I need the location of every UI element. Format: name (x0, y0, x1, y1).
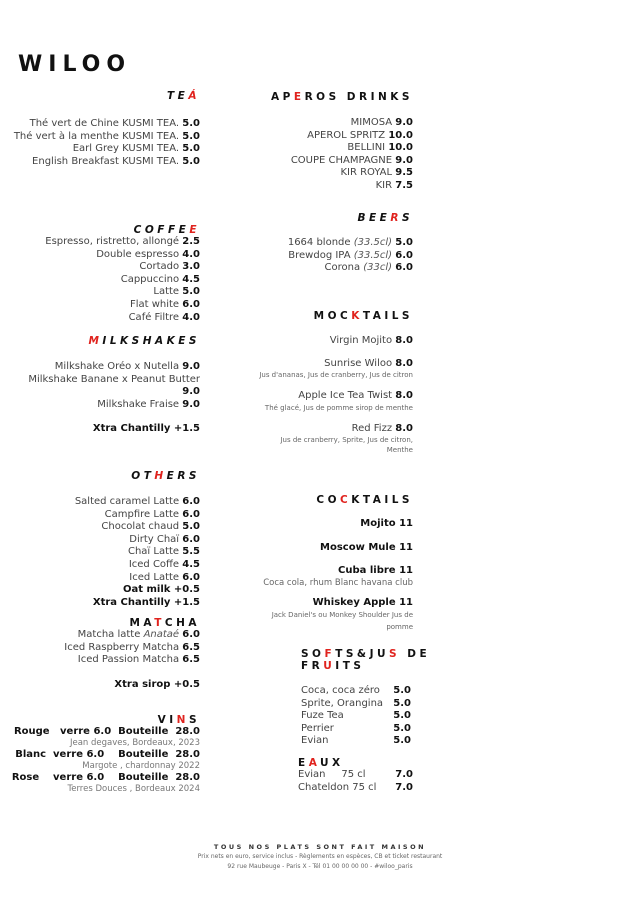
extra-oat-milk: Oat milk +0.5 (122, 584, 200, 596)
section-title-cocktails: COCKTAILS (316, 494, 413, 506)
item-desc: Jus d'ananas, Jus de cranberry, Jus de citron (259, 371, 413, 380)
menu-item: Corona (33cl) 6.0 (324, 262, 413, 274)
menu-item: Iced Passion Matcha 6.5 (77, 654, 200, 666)
menu-item: APEROL SPRITZ 10.0 (307, 129, 413, 141)
menu-item: Thé vert de Chine KUSMI TEA. 5.0 (29, 118, 200, 129)
menu-item: Latte 5.0 (153, 286, 200, 298)
tea-list (10, 118, 200, 168)
menu-item: 1664 blonde (33.5cl) 5.0 (287, 237, 413, 248)
milkshakes-list (10, 361, 200, 434)
menu-item: Chaï Latte 5.5 (127, 546, 200, 558)
section-coffee (10, 224, 200, 324)
menu-item: Mojito 11 (360, 518, 413, 529)
menu-item: Matcha latte Anataé 6.0 (77, 629, 200, 640)
section-title-milkshakes: MILKSHAKES (88, 335, 200, 347)
menu-item: MIMOSA 9.0 (350, 117, 413, 128)
extra-chantilly: Xtra Chantilly +1.5 (92, 423, 200, 435)
section-softs (301, 648, 431, 748)
section-tea (10, 90, 200, 102)
item-desc: Jus de cranberry, Sprite, Jus de citron, (280, 436, 413, 445)
section-title-beers: BEERS (357, 212, 413, 224)
section-title-eaux: EAUX (298, 757, 344, 769)
menu-item: Iced Coffe 4.5 (128, 558, 200, 570)
section-title-others: OTHERS (131, 470, 200, 482)
menu-item-price: 9.0 (182, 386, 200, 398)
extra-sirop: Xtra sirop +0.5 (114, 678, 200, 690)
item-desc: Menthe (386, 446, 413, 455)
mocktails-list (213, 335, 413, 455)
wine-rose: Rose verre 6.0 Bouteille 28.0 (11, 772, 200, 783)
menu-item: Fuze Tea 5.0 (301, 710, 411, 721)
menu-item: Perrier 5.0 (301, 722, 411, 734)
section-beers (213, 212, 413, 224)
menu-item: Moscow Mule 11 (320, 541, 413, 553)
menu-item: Salted caramel Latte 6.0 (74, 496, 200, 507)
menu-item: KIR ROYAL 9.5 (340, 167, 413, 179)
menu-item: Chocolat chaud 5.0 (101, 521, 200, 533)
section-title-matcha: MATCHA (129, 617, 200, 629)
aperos-list (213, 117, 413, 193)
section-title-mocktails: MOCKTAILS (313, 310, 413, 322)
menu-item: Apple Ice Tea Twist 8.0 (298, 390, 413, 402)
section-cocktails (213, 494, 413, 506)
section-others (10, 470, 200, 482)
section-mocktails (213, 310, 413, 322)
cocktails-list (213, 518, 413, 633)
menu-item: Evian 75 cl 7.0 (298, 769, 413, 780)
section-title-tea: TEÁ (167, 90, 200, 102)
menu-item: Iced Latte 6.0 (129, 571, 200, 583)
footer-tagline: TOUS NOS PLATS SONT FAIT MAISON (213, 843, 427, 851)
menu-item: Dirty Chaï 6.0 (129, 533, 200, 545)
section-title-coffee: COFFEE (133, 224, 200, 236)
menu-item: Double espresso 4.0 (96, 248, 200, 260)
section-eaux (298, 757, 413, 794)
menu-item: Chateldon 75 cl 7.0 (298, 781, 413, 793)
menu-item: Iced Raspberry Matcha 6.5 (64, 641, 200, 653)
section-aperos (213, 91, 413, 103)
menu-item: Brewdog IPA (33.5cl) 6.0 (288, 249, 413, 261)
brand-logo: WILOO (18, 52, 132, 77)
menu-item: Thé vert à la menthe KUSMI TEA. 5.0 (13, 130, 200, 142)
section-matcha (10, 617, 200, 690)
menu-item: COUPE CHAMPAGNE 9.0 (290, 154, 413, 166)
menu-item: Whiskey Apple 11 (312, 596, 413, 608)
menu-item: Campfire Latte 6.0 (104, 508, 200, 520)
menu-item: English Breakfast KUSMI TEA. 5.0 (32, 155, 200, 167)
menu-item: Earl Grey KUSMI TEA. 5.0 (72, 143, 200, 155)
item-desc: pomme (386, 623, 413, 632)
menu-item: Cortado 3.0 (139, 261, 200, 273)
left-column (10, 0, 200, 906)
footer-address: 92 rue Maubeuge - Paris X - Tél 01 00 00 00 00 - #wiloo_paris (227, 863, 413, 870)
menu-item: Evian 5.0 (301, 735, 411, 746)
menu-item: Red Fizz 8.0 (351, 422, 413, 434)
section-milkshakes (10, 335, 200, 347)
item-desc: Jack Daniel's ou Monkey Shoulder Jus de (271, 611, 413, 620)
menu-item: Sprite, Orangina 5.0 (301, 697, 411, 709)
section-title-aperos: APEROS DRINKS (271, 91, 413, 103)
item-desc: Thé glacé, Jus de pomme sirop de menthe (264, 403, 413, 412)
wine-rouge: Rouge verre 6.0 Bouteille 28.0 (13, 726, 200, 737)
section-title-softs-line2: FRUITS (301, 660, 365, 672)
menu-item: Flat white 6.0 (129, 298, 200, 310)
item-desc: Coca cola, rhum Blanc havana club (263, 577, 413, 588)
footer-payment-info: Prix nets en euro, service inclus - Règlements en espèces, CB et ticket restaurant (197, 853, 443, 860)
menu-item: BELLINI 10.0 (347, 142, 413, 154)
section-vins (10, 714, 200, 795)
others-list (10, 496, 200, 609)
section-title-vins: VINS (157, 714, 200, 726)
menu-item: KIR 7.5 (375, 179, 413, 191)
wine-desc: Terres Douces , Bordeaux 2024 (67, 784, 200, 794)
menu-item: Cuba libre 11 (338, 565, 413, 577)
menu-item: Sunrise Wiloo 8.0 (324, 357, 413, 369)
menu-item: Milkshake Oréo x Nutella 9.0 (54, 361, 200, 372)
menu-item: Cappuccino 4.5 (120, 273, 200, 285)
menu-item: Coca, coca zéro 5.0 (301, 685, 411, 696)
menu-item: Virgin Mojito 8.0 (329, 335, 413, 346)
menu-item: Milkshake Banane x Peanut Butter (28, 373, 200, 385)
wine-blanc: Blanc verre 6.0 Bouteille 28.0 (15, 749, 200, 760)
menu-item: Café Filtre 4.0 (128, 311, 200, 323)
beers-list (213, 237, 413, 275)
menu-item: Espresso, ristretto, allongé 2.5 (45, 236, 200, 247)
extra-chantilly: Xtra Chantilly +1.5 (92, 596, 200, 608)
section-title-softs: SOFTS&JUS DE (301, 648, 431, 660)
menu-item: Milkshake Fraise 9.0 (97, 398, 200, 410)
wine-desc: Jean degaves, Bordeaux, 2023 (69, 738, 200, 748)
wine-desc: Margote , chardonnay 2022 (82, 761, 200, 771)
